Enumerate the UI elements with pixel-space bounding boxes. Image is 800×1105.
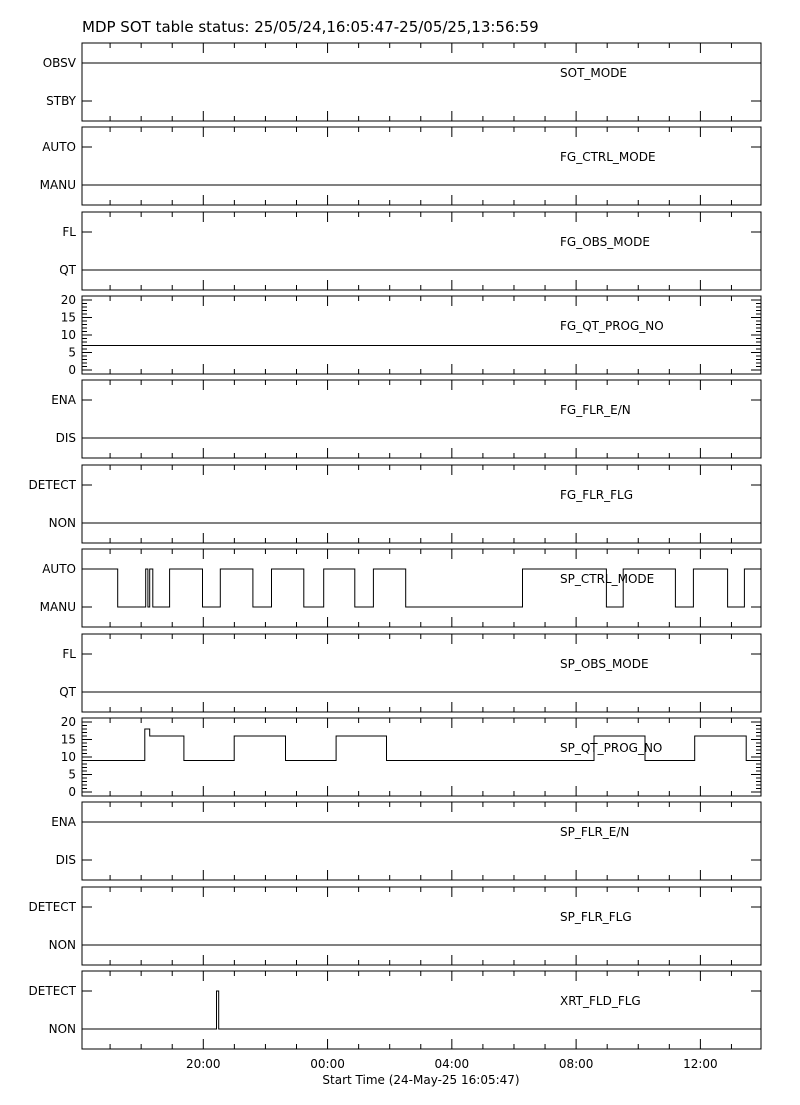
y-tick-label: QT: [59, 685, 76, 699]
panel-frame: [82, 380, 761, 458]
panel-fg-qt-prog-no: [61, 293, 761, 377]
y-tick-label: NON: [48, 516, 76, 530]
x-tick-label: 20:00: [185, 1057, 221, 1071]
series-line-sp-ctrl-mode: [82, 569, 761, 607]
panel-name-label: SP_FLR_FLG: [560, 910, 632, 924]
panel-frame: [82, 127, 761, 205]
panel-frame: [82, 802, 761, 880]
x-axis-label: Start Time (24-May-25 16:05:47): [322, 1073, 520, 1087]
y-tick-label: 15: [60, 732, 76, 747]
panel-frame: [82, 887, 761, 965]
y-tick-label: 5: [68, 345, 76, 360]
panels-group: [29, 43, 761, 1071]
panel-fg-obs-mode: [59, 212, 761, 290]
x-tick-label: 00:00: [310, 1057, 345, 1071]
panel-frame: [82, 43, 761, 121]
panel-sot-mode: [43, 43, 761, 121]
y-tick-label: MANU: [39, 600, 76, 614]
panel-xrt-fld-flg: [29, 971, 761, 1071]
panel-fg-flr-flg: [29, 465, 761, 543]
panel-sp-qt-prog-no: [61, 715, 761, 799]
y-tick-label: DETECT: [28, 984, 76, 998]
x-tick-label: 04:00: [434, 1057, 470, 1071]
y-tick-label: 0: [68, 363, 76, 377]
panel-sp-flr-flg: [29, 887, 761, 965]
y-tick-label: QT: [59, 263, 76, 277]
panel-name-label: FG_FLR_E/N: [560, 403, 631, 417]
panel-frame: [82, 465, 761, 543]
panel-name-label: SP_FLR_E/N: [560, 825, 630, 839]
y-tick-label: MANU: [39, 178, 76, 192]
y-tick-label: 0: [68, 785, 76, 799]
panel-name-label: SP_OBS_MODE: [560, 657, 649, 671]
x-tick-label: 12:00: [683, 1057, 718, 1071]
y-tick-label: FL: [62, 647, 76, 661]
panel-name-label: FG_OBS_MODE: [560, 235, 650, 249]
panel-frame: [82, 296, 761, 374]
y-tick-label: OBSV: [42, 56, 76, 70]
y-tick-label: FL: [62, 225, 76, 239]
y-tick-label: STBY: [46, 94, 76, 108]
y-tick-label: 20: [60, 293, 76, 307]
y-tick-label: DETECT: [28, 900, 76, 914]
y-tick-label: 10: [60, 328, 76, 342]
y-tick-label: DETECT: [28, 478, 76, 492]
panel-name-label: FG_QT_PROG_NO: [560, 319, 664, 333]
panel-name-label: FG_CTRL_MODE: [560, 150, 656, 164]
panel-name-label: SP_CTRL_MODE: [560, 572, 655, 586]
panel-frame: [82, 634, 761, 712]
y-tick-label: DIS: [55, 431, 76, 445]
y-tick-label: 20: [60, 715, 76, 729]
panel-sp-ctrl-mode: [40, 549, 761, 627]
y-tick-label: ENA: [51, 393, 76, 407]
figure-title: MDP SOT table status: 25/05/24,16:05:47-25/05/25,13:56:59: [82, 18, 539, 36]
y-tick-label: NON: [48, 1022, 76, 1036]
y-tick-label: 10: [60, 750, 76, 764]
panel-name-label: XRT_FLD_FLG: [560, 994, 641, 1008]
panel-fg-flr-e-n: [51, 380, 761, 458]
y-tick-label: DIS: [55, 853, 76, 867]
panel-name-label: SOT_MODE: [560, 66, 628, 80]
panel-frame: [82, 549, 761, 627]
panel-name-label: FG_FLR_FLG: [560, 488, 634, 502]
panel-fg-ctrl-mode: [40, 127, 761, 205]
y-tick-label: 5: [68, 767, 76, 782]
panel-sp-obs-mode: [59, 634, 761, 712]
panel-frame: [82, 212, 761, 290]
x-tick-label: 08:00: [558, 1057, 594, 1071]
y-tick-label: ENA: [51, 815, 76, 829]
panel-name-label: SP_QT_PROG_NO: [560, 741, 663, 755]
series-line-xrt-fld-flg: [82, 991, 761, 1029]
panel-sp-flr-e-n: [51, 802, 761, 880]
panel-frame: [82, 971, 761, 1049]
y-tick-label: AUTO: [42, 562, 76, 576]
y-tick-label: AUTO: [42, 140, 76, 154]
y-tick-label: NON: [48, 938, 76, 952]
y-tick-label: 15: [60, 310, 76, 325]
